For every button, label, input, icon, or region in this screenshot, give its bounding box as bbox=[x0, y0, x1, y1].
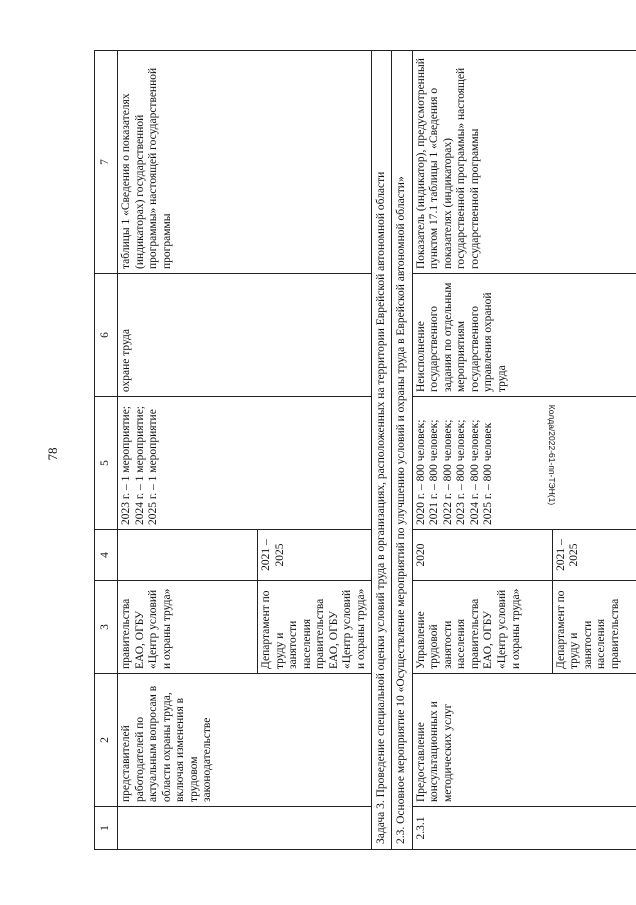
task-row bbox=[371, 51, 392, 850]
task-3-heading: Задача 3. Проведение специальной оценки условий труда в организациях, расположенных на территории Еврейской автономной области bbox=[371, 51, 392, 850]
table-row bbox=[412, 51, 552, 850]
program-table bbox=[94, 50, 636, 850]
result-line: 2022 г. – 800 человек; bbox=[441, 419, 454, 525]
cell-num: 2.3.1 bbox=[412, 807, 636, 850]
header-col-4: 4 bbox=[95, 530, 118, 581]
result-line: 2024 г. – 800 человек; bbox=[468, 419, 481, 525]
cell-executor-a: Управление трудовой занятости населения правительства ЕАО, ОГБУ «Центр условий и охраны труда» bbox=[412, 581, 552, 674]
result-line: 2024 г. – 1 мероприятие; bbox=[133, 405, 146, 525]
cell-period-b: 2021 – 2025 bbox=[552, 530, 636, 581]
cell-indicator: Показатель (индикатор), предусмотренный пунктом 17.1 таблицы 1 «Сведения о показателях (индикаторах) государственной программы» настоящей государственной программы bbox=[412, 51, 636, 274]
header-col-5: 5 bbox=[95, 397, 118, 530]
cell-consequence: Неисполнение государственного задания по отдельным мероприятиям государственного управления охраной труда bbox=[412, 274, 636, 397]
measure-2-3-heading: 2.3. Основное мероприятие 10 «Осуществление мероприятий по улучшению условий и охраны труда в Еврейской автономной области» bbox=[392, 51, 413, 850]
document-code: Колда/2022-61-пп-ТЭН(1) bbox=[547, 404, 557, 506]
header-col-7: 7 bbox=[95, 51, 118, 274]
result-line: 2021 г. – 800 человек; bbox=[428, 419, 441, 525]
header-col-3: 3 bbox=[95, 581, 118, 674]
cell-executor-b: Департамент по труду и занятости населения правительства ЕАО, ОГБУ «Центр условий и охраны труда» bbox=[258, 581, 372, 674]
cell-consequence: охране труда bbox=[118, 274, 372, 397]
result-line: 2025 г. – 1 мероприятие bbox=[147, 409, 160, 525]
page-number: 78 bbox=[45, 447, 60, 461]
cell-description: Предоставление консультационных и методических услуг bbox=[412, 674, 636, 807]
header-row bbox=[95, 51, 118, 850]
cell-indicator: таблицы 1 «Сведения о показателях (индикаторах) государственной программы» настоящей государственной программы bbox=[118, 51, 372, 274]
result-line: 2020 г. – 800 человек; bbox=[414, 419, 427, 525]
header-col-2: 2 bbox=[95, 674, 118, 807]
cell-executor-b: Департамент по труду и занятости населения правительства bbox=[552, 581, 636, 674]
table-row bbox=[118, 51, 258, 850]
cell-period-a bbox=[118, 530, 258, 581]
measure-row bbox=[392, 51, 413, 850]
cell-period-b: 2021 – 2025 bbox=[258, 530, 372, 581]
cell-executor-a: правительства ЕАО, ОГБУ «Центр условий и охраны труда» bbox=[118, 581, 258, 674]
header-col-1: 1 bbox=[95, 807, 118, 850]
cell-num bbox=[118, 807, 372, 850]
rotated-table-frame bbox=[94, 50, 621, 850]
cell-results bbox=[412, 397, 636, 530]
cell-description: представителей работодателей по актуальным вопросам в области охраны труда, включая изменения в трудовом законодательстве bbox=[118, 674, 372, 807]
header-col-6: 6 bbox=[95, 274, 118, 397]
result-line: 2023 г. – 800 человек; bbox=[455, 419, 468, 525]
result-line: 2023 г. – 1 мероприятие; bbox=[120, 405, 132, 525]
result-line: 2025 г. – 800 человек bbox=[482, 422, 495, 525]
cell-period-a: 2020 bbox=[412, 530, 552, 581]
cell-results bbox=[118, 397, 372, 530]
